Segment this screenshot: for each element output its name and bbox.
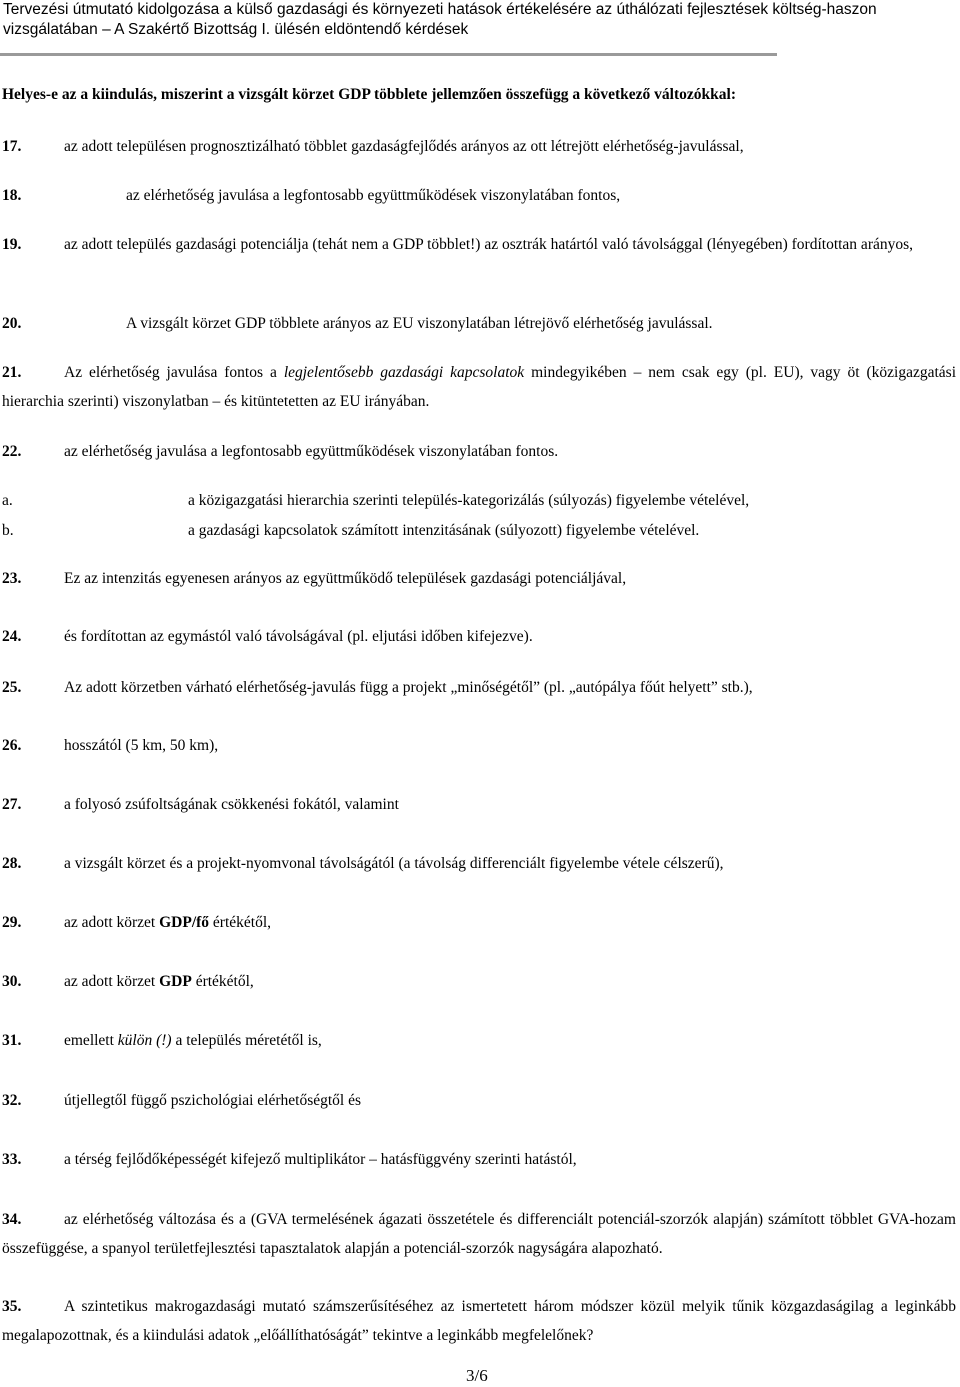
item-text: az adott település gazdasági potenciálja (tehát nem a GDP többlet!) az osztrák határtól való távolsággal (lényegében) fordítottan arányos, (64, 236, 914, 253)
list-item-17 (2, 132, 956, 161)
list-item-34 (2, 1205, 956, 1263)
item-text: A szintetikus makrogazdasági mutató számszerűsítéséhez az ismertetett három módszer közül melyik tűnik közgazdaságilag a leginkább megalapozottnak, és a kiindulási adatok „előállíthatóságát” tekintve a leginkább megfelelőnek? (2, 1298, 956, 1344)
item-text: az elérhetőség javulása a legfontosabb együttműködések viszonylatában fontos. (64, 443, 559, 460)
item-number: 22. (2, 443, 22, 460)
list-item-30 (2, 967, 956, 996)
list-item-28 (2, 849, 956, 878)
header-line-2: vizsgálatában – A Szakértő Bizottság I. ülésén eldöntendő kérdések (3, 21, 469, 38)
list-item-20 (2, 309, 956, 338)
item-text: Az adott körzetben várható elérhetőség-javulás függ a projekt „minőségétől” (pl. „autópálya főút helyett” stb.), (64, 679, 753, 696)
item-text-rest: értékétől, (195, 973, 254, 990)
item-number: 27. (2, 796, 22, 813)
item-number: 35. (2, 1298, 22, 1315)
item-emphasis: legjelentősebb gazdasági kapcsolatok (283, 364, 525, 381)
item-text-rest: a település méretétől is, (175, 1032, 322, 1049)
item-number: 24. (2, 628, 22, 645)
item-number: 32. (2, 1092, 22, 1109)
header-line-1: Tervezési útmutató kidolgozása a külső gazdasági és környezeti hatások értékelésére az úthálózati fejlesztések költség-haszon (3, 1, 877, 18)
sub-item-letter: b. (2, 522, 14, 539)
item-text: az elérhetőség javulása a legfontosabb együttműködések viszonylatában fontos, (126, 187, 621, 204)
item-text: Ez az intenzitás egyenesen arányos az együttműködő települések gazdasági potenciáljával, (64, 570, 627, 587)
list-item-26 (2, 731, 956, 760)
item-number: 26. (2, 737, 22, 754)
list-item-35 (2, 1292, 956, 1350)
list-item-24 (2, 622, 956, 651)
list-item-32 (2, 1086, 956, 1115)
item-text: a vizsgált körzet és a projekt-nyomvonal távolságától (a távolság differenciált figyelembe vétele célszerű), (64, 855, 724, 872)
header-divider (0, 53, 777, 56)
item-number: 28. (2, 855, 22, 872)
list-item-22 (2, 437, 956, 466)
item-text: emellett (64, 1032, 114, 1049)
list-item-33 (2, 1145, 956, 1174)
item-number: 18. (2, 187, 22, 204)
item-emphasis: külön (!) (117, 1032, 172, 1049)
item-text: az adott körzet (64, 973, 156, 990)
item-number: 19. (2, 236, 22, 253)
sub-item-b (2, 516, 956, 545)
sub-item-a (2, 486, 956, 515)
list-item-27 (2, 790, 956, 819)
list-item-21 (2, 358, 956, 416)
item-text: útjellegtől függő pszichológiai elérhetőségtől és (64, 1092, 362, 1109)
item-number: 25. (2, 679, 22, 696)
item-text: az adott településen prognosztizálható többlet gazdaságfejlődés arányos az ott létrejött elérhetőség-javulással, (64, 138, 744, 155)
item-text: a térség fejlődőképességét kifejező multiplikátor – hatásfüggvény szerinti hatástól, (64, 1151, 577, 1168)
item-text-rest: értékétől, (212, 914, 272, 931)
item-emphasis: GDP/fő (159, 914, 210, 931)
list-item-31 (2, 1026, 956, 1055)
list-item-19 (2, 230, 956, 259)
item-number: 21. (2, 364, 22, 381)
sub-item-letter: a. (2, 492, 13, 509)
list-item-25 (2, 673, 956, 702)
item-number: 31. (2, 1032, 22, 1049)
item-text: az elérhetőség változása és a (GVA termelésének ágazati összetétele és differenciált potenciál-szorzók alapján) számított többlet GVA-hozam összefüggése, a spanyol területfejlesztési tapasztalatok alapján a potenciál-szorzók nagyságára alapozható. (2, 1211, 956, 1257)
item-text: Az elérhetőség javulása fontos a (64, 364, 277, 381)
main-question: Helyes-e az a kiindulás, miszerint a vizsgált körzet GDP többlete jellemzően összefügg a következő változókkal: (2, 86, 736, 103)
item-text: A vizsgált körzet GDP többlete arányos az EU viszonylatában létrejövő elérhetőség javulással. (126, 315, 713, 332)
item-number: 34. (2, 1211, 22, 1228)
item-text: hosszától (5 km, 50 km), (64, 737, 219, 754)
item-text-rest: mindegyikében – nem csak egy (pl. EU), vagy öt (közigazgatási hierarchia szerinti) viszonylatban – és kitüntetetten az EU irányában. (2, 364, 957, 410)
page-number: 3/6 (466, 1366, 488, 1385)
list-item-18 (2, 181, 956, 210)
item-number: 17. (2, 138, 22, 155)
item-number: 33. (2, 1151, 22, 1168)
list-item-29 (2, 908, 956, 937)
item-text: az adott körzet (64, 914, 156, 931)
item-number: 29. (2, 914, 22, 931)
item-number: 23. (2, 570, 22, 587)
item-emphasis: GDP (159, 973, 192, 990)
item-number: 30. (2, 973, 22, 990)
document-header (3, 0, 903, 40)
item-text: és fordítottan az egymástól való távolságával (pl. eljutási időben kifejezve). (64, 628, 533, 645)
item-text: a folyosó zsúfoltságának csökkenési fokától, valamint (64, 796, 399, 813)
sub-item-text: a gazdasági kapcsolatok számított intenzitásának (súlyozott) figyelembe vételével. (188, 522, 700, 539)
list-item-23 (2, 564, 956, 593)
item-number: 20. (2, 315, 22, 332)
sub-item-text: a közigazgatási hierarchia szerinti település-kategorizálás (súlyozás) figyelembe vételével, (188, 492, 750, 509)
